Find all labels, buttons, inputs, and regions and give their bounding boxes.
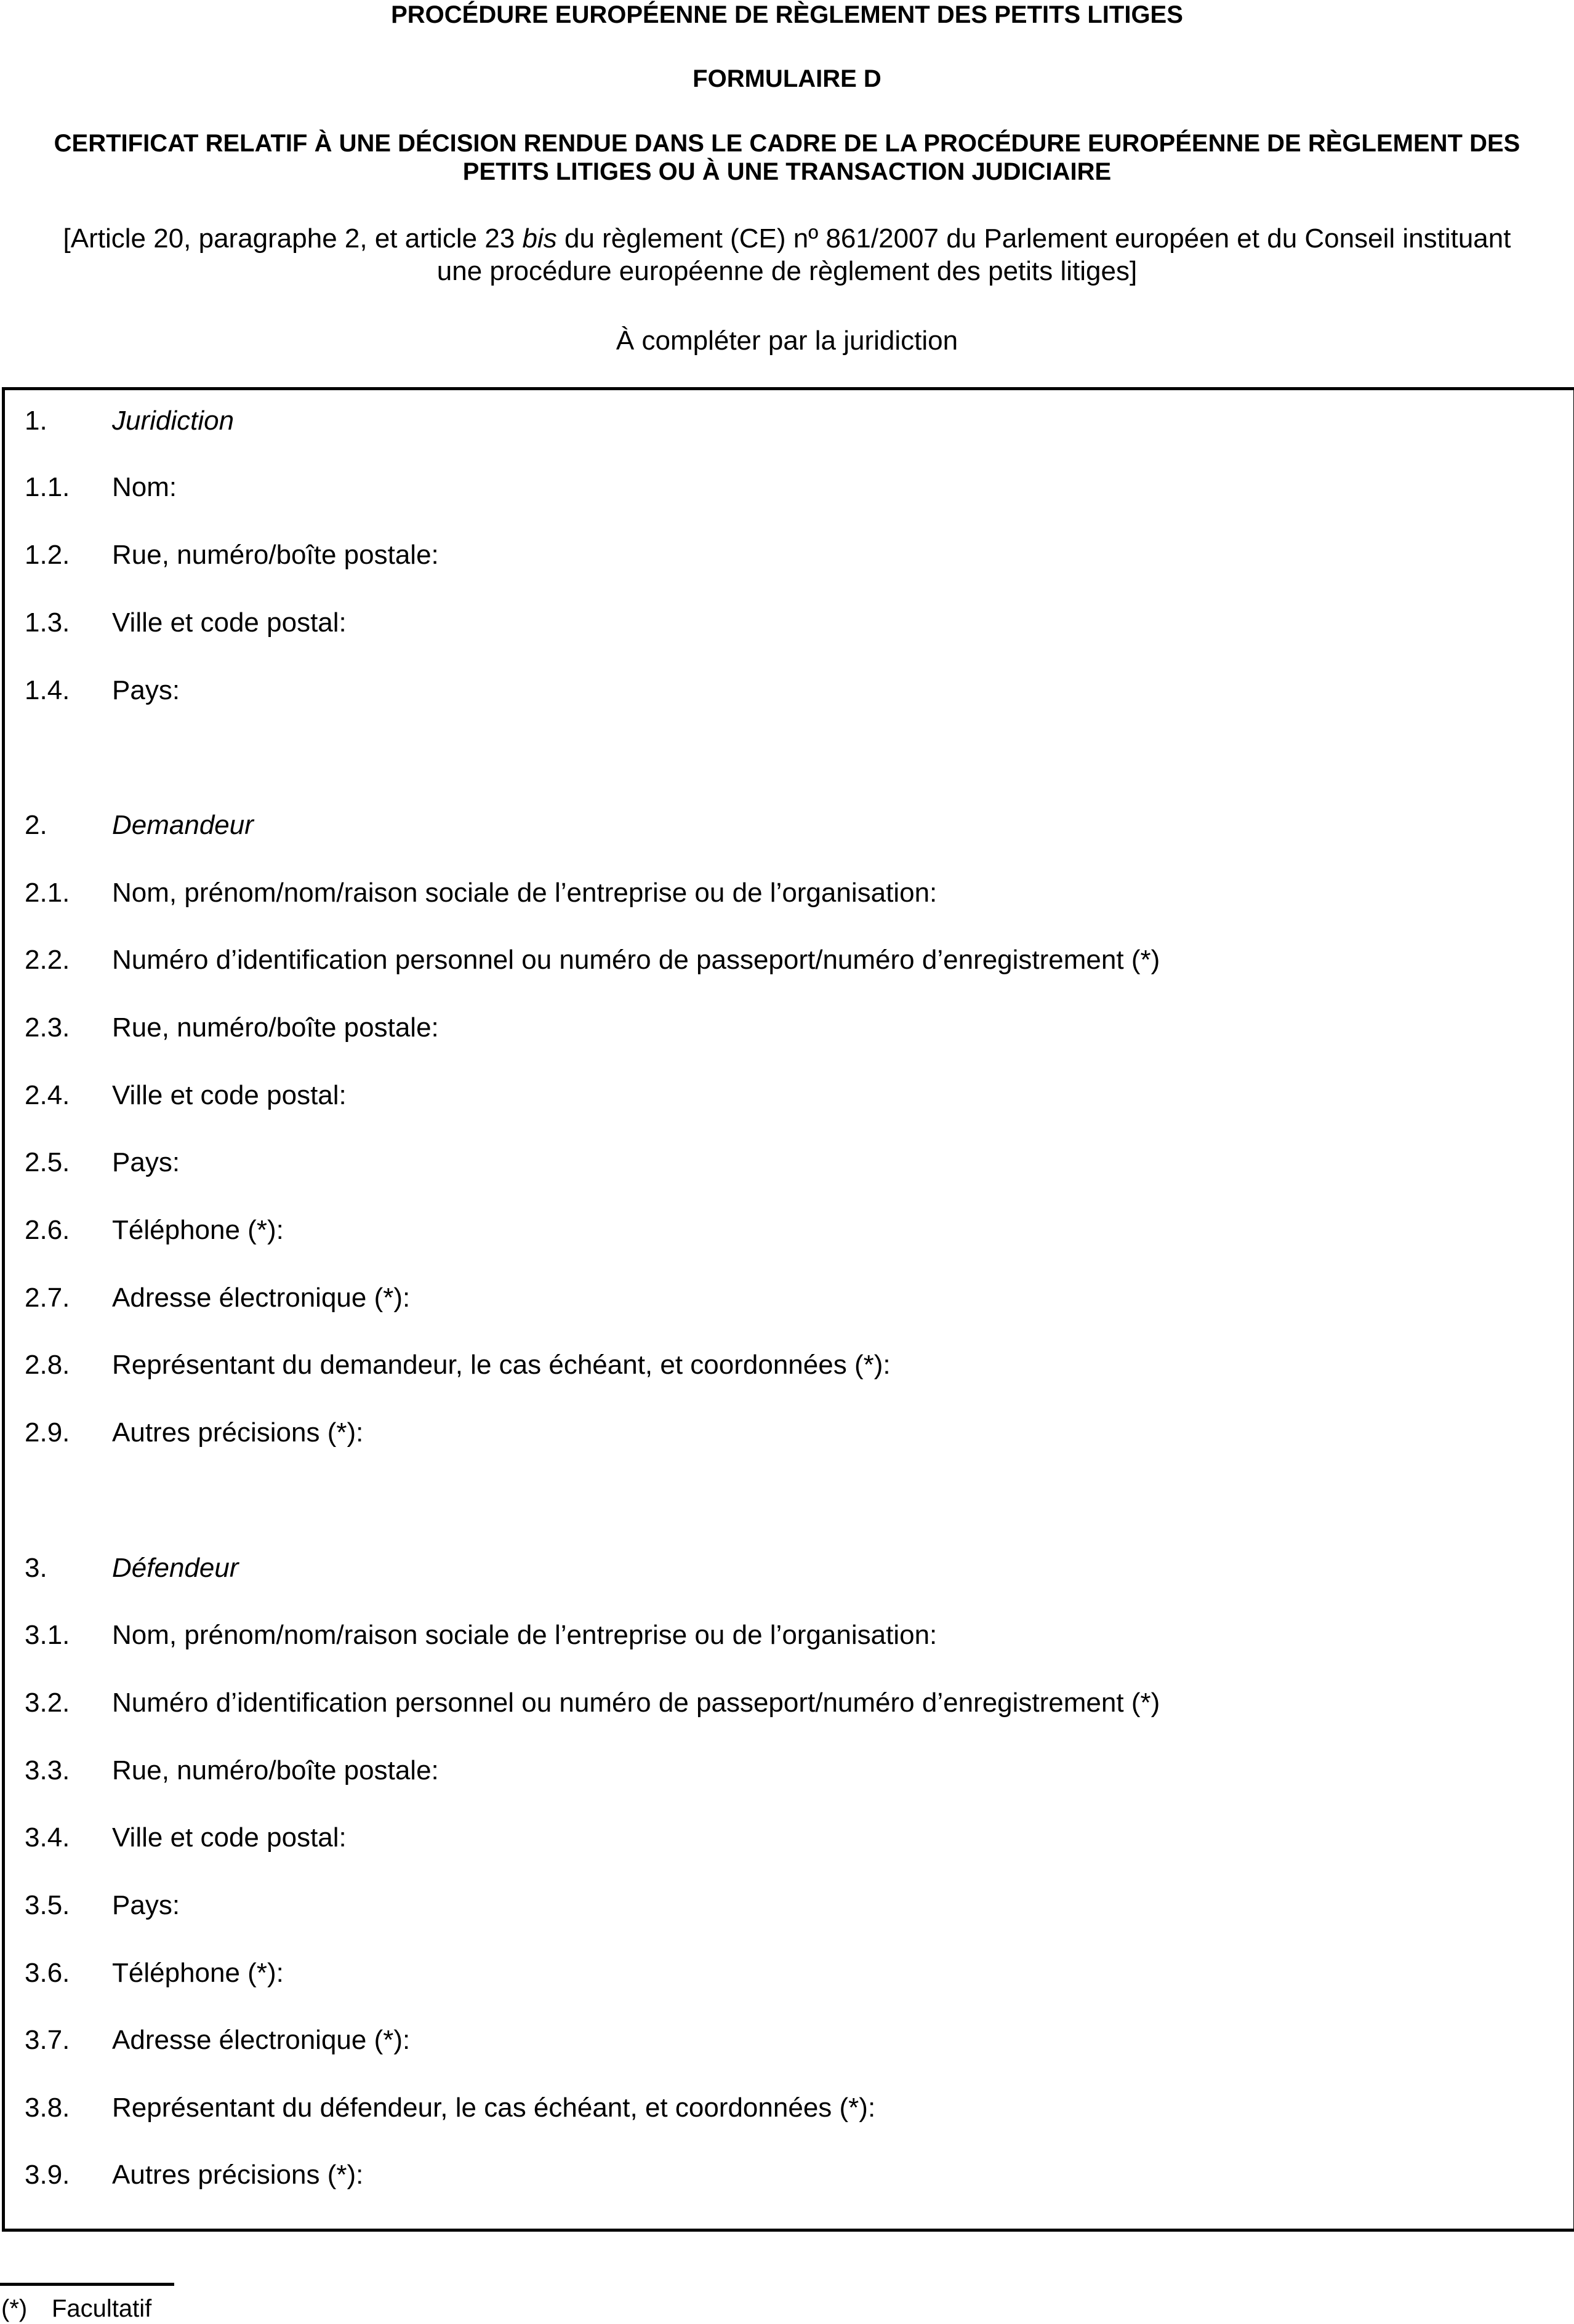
field-number: 3.6.: [25, 1958, 70, 1988]
field-label: Ville et code postal:: [112, 607, 347, 638]
field-label: Autres précisions (*):: [112, 2160, 364, 2190]
field-label: Téléphone (*):: [112, 1958, 284, 1988]
field-number: 2.2.: [25, 945, 70, 975]
field-number: 3.1.: [25, 1620, 70, 1650]
field-number: 3.9.: [25, 2160, 70, 2190]
certificate-title-line1: CERTIFICAT RELATIF À UNE DÉCISION RENDUE DANS LE CADRE DE LA PROCÉDURE EUROPÉENNE DE RÈGLEMENT DES: [54, 130, 1520, 157]
field-label: Ville et code postal:: [112, 1822, 347, 1853]
section-title: Juridiction: [112, 406, 235, 436]
field-number: 2.8.: [25, 1350, 70, 1380]
field-label: Adresse électronique (*):: [112, 1283, 411, 1313]
field-label: Pays:: [112, 675, 180, 705]
field-label: Rue, numéro/boîte postale:: [112, 1755, 439, 1785]
field-number: 2.7.: [25, 1283, 70, 1313]
field-number: 3.4.: [25, 1822, 70, 1853]
field-label: Nom:: [112, 472, 177, 502]
field-number: 3.3.: [25, 1755, 70, 1785]
field-number: 1.2.: [25, 540, 70, 570]
field-number: 1.1.: [25, 472, 70, 502]
court-form-box: [2, 387, 1574, 2232]
field-number: 1.4.: [25, 675, 70, 705]
field-label: Numéro d’identification personnel ou numéro de passeport/numéro d’enregistrement (*): [112, 945, 1160, 975]
footnote-mark: (*): [1, 2295, 28, 2322]
field-label: Représentant du demandeur, le cas échéant, et coordonnées (*):: [112, 1350, 891, 1380]
field-label: Nom, prénom/nom/raison sociale de l’entreprise ou de l’organisation:: [112, 878, 938, 908]
section-number: 2.: [25, 810, 47, 840]
field-number: 2.5.: [25, 1147, 70, 1177]
instruction-text: À compléter par la juridiction: [616, 326, 958, 356]
field-label: Rue, numéro/boîte postale:: [112, 1012, 439, 1043]
section-title: Demandeur: [112, 810, 254, 840]
footnote-divider: [0, 2283, 174, 2286]
footnote-text: Facultatif: [52, 2295, 152, 2322]
field-label: Pays:: [112, 1147, 180, 1177]
legal-reference-line2: une procédure européenne de règlement des petits litiges]: [436, 256, 1138, 286]
section-number: 1.: [25, 406, 47, 436]
section-title: Défendeur: [112, 1553, 239, 1583]
field-number: 1.3.: [25, 607, 70, 638]
field-label: Autres précisions (*):: [112, 1417, 364, 1448]
field-label: Numéro d’identification personnel ou numéro de passeport/numéro d’enregistrement (*): [112, 1688, 1160, 1718]
field-label: Représentant du défendeur, le cas échéant, et coordonnées (*):: [112, 2093, 876, 2123]
legal-reference-bis: bis: [522, 223, 557, 254]
legal-reference-text: du règlement (CE) nº 861/2007 du Parlement européen et du Conseil instituant: [556, 223, 1511, 254]
section-number: 3.: [25, 1553, 47, 1583]
field-number: 3.2.: [25, 1688, 70, 1718]
field-number: 3.8.: [25, 2093, 70, 2123]
field-label: Rue, numéro/boîte postale:: [112, 540, 439, 570]
field-number: 2.9.: [25, 1417, 70, 1448]
field-label: Ville et code postal:: [112, 1080, 347, 1110]
procedure-title: PROCÉDURE EUROPÉENNE DE RÈGLEMENT DES PETITS LITIGES: [391, 1, 1183, 28]
legal-reference-line1: [0, 225, 1574, 252]
field-label: Téléphone (*):: [112, 1215, 284, 1245]
field-number: 2.6.: [25, 1215, 70, 1245]
field-number: 2.1.: [25, 878, 70, 908]
field-number: 3.5.: [25, 1890, 70, 1920]
field-number: 2.3.: [25, 1012, 70, 1043]
form-title: FORMULAIRE D: [693, 65, 881, 92]
field-number: 3.7.: [25, 2025, 70, 2055]
field-label: Nom, prénom/nom/raison sociale de l’entreprise ou de l’organisation:: [112, 1620, 938, 1650]
field-label: Pays:: [112, 1890, 180, 1920]
field-label: Adresse électronique (*):: [112, 2025, 411, 2055]
certificate-title-line2: PETITS LITIGES OU À UNE TRANSACTION JUDICIAIRE: [462, 158, 1112, 185]
legal-reference-text: [Article 20, paragraphe 2, et article 23: [63, 223, 523, 254]
field-number: 2.4.: [25, 1080, 70, 1110]
